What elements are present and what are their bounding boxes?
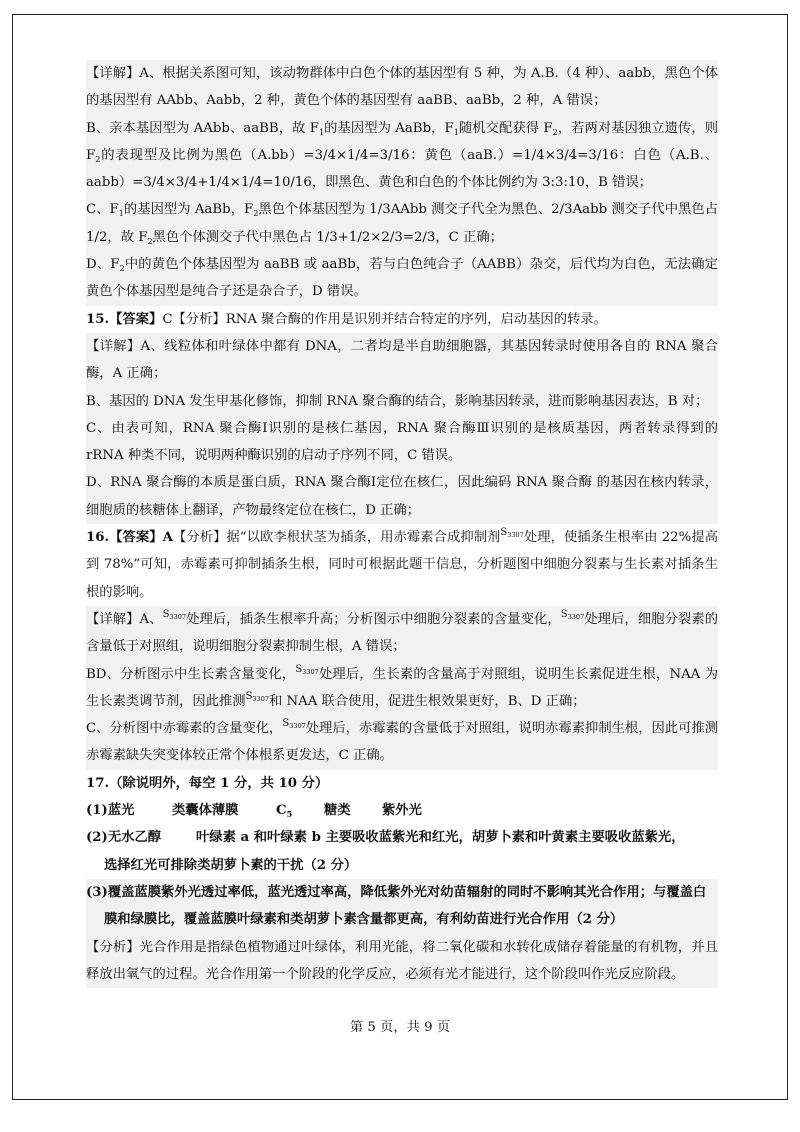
page-footer: 第 5 页，共 9 页 [349,1020,451,1035]
q17-part3: (3)覆盖蓝膜紫外光透过率低，蓝光透过率高，降低紫外光对幼苗辐射的同时不影响其光合作用；与覆盖白 [86,879,718,906]
q17-analysis: 【分析】光合作用是指绿色植物通过叶绿体，利用光能，将二氧化碳和水转化成储存着能量的有机物，并且释放出氧气的过程。光合作用第一个阶段的化学反应，必须有光才能进行，这个阶段叫作光反应阶段。 [86,934,718,989]
q17-part2-cont: 选择红光可排除类胡萝卜素的干扰（2 分） [104,857,358,873]
s3307-mark: $S_{3307}$ [560,608,585,621]
s3307-mark: $S_{3307}$ [500,527,524,540]
q15-detail-a: 【详解】A、线粒体和叶绿体中都有 DNA，二者均是半自助细胞器，其基因转录时使用各自的 RNA 聚合酶，A 正确； [86,333,718,388]
q17-part1: (1)蓝光 类囊体薄膜 $C_5$ 糖类 紫外光 [86,803,422,820]
q16-detail-bd: BD、分析图示中生长素含量变化，$S_{3307}$处理后，生长素的含量高于对照组，说明生长素促进生根，NAA 为生长素类调节剂，因此推测$S_{3307}$和 NAA 联合使用，促进生根效果更好，B、D 正确； [86,661,718,716]
q17-part2: (2)无水乙醇 叶绿素 a 和叶绿素 b 主要吸收蓝紫光和红光，胡萝卜素和叶黄素主要吸收蓝紫光， [86,830,685,846]
document-body [86,60,718,988]
q14-detail-a: 【详解】A、根据关系图可知，该动物群体中白色个体的基因型有 5 种，为 A.B.（4 种）、aabb，黑色个体的基因型有 AAbb、Aabb，2 种，黄色个体的基因型有 aaBB、aaBb，2 种，A 错误； [86,60,718,115]
q15-detail-c: C、由表可知，RNA 聚合酶Ⅰ识别的是核仁基因，RNA 聚合酶Ⅲ识别的是核质基因，两者转录得到的 rRNA 种类不同，说明两种酶识别的启动子序列不同，C 错误。 [86,415,718,470]
q15-detail-d: D、RNA 聚合酶的本质是蛋白质，RNA 聚合酶Ⅰ定位在核仁，因此编码 RNA 聚合酶 的基因在核内转录，细胞质的核糖体上翻译，产物最终定位在核仁，D 正确； [86,469,718,524]
q16-detail-a: 【详解】A、$S_{3307}$处理后，插条生根率升高；分析图示中细胞分裂素的含量变化，$S_{3307}$处理后，细胞分裂素的含量低于对照组，说明细胞分裂素抑制生根，A 错误； [86,606,718,661]
q14-detail-d: D、$F_2$中的黄色个体基因型为 aaBB 或 aaBb，若与白色纯合子（AABB）杂交，后代均为白色，无法确定黄色个体基因型是纯合子还是杂合子，D 错误。 [86,251,718,306]
q15-detail-b: B、基因的 DNA 发生甲基化修饰，抑制 RNA 聚合酶的结合，影响基因转录，进而影响基因表达，B 对； [86,388,718,415]
q15-answer: 15.【答案】C【分析】RNA 聚合酶的作用是识别并结合特定的序列，启动基因的转录。 [86,311,607,327]
q16-detail-c: C、分析图中赤霉素的含量变化，$S_{3307}$处理后，赤霉素的含量低于对照组，说明赤霉素抑制生根，因此可推测赤霉素缺失突变体较正常个体根系更发达，C 正确。 [86,715,718,770]
q17-part3-cont: 膜和绿膜比，覆盖蓝膜叶绿素和类胡萝卜素含量都更高，有利幼苗进行光合作用（2 分） [86,906,718,933]
q16-answer: 16.【答案】A【分析】据“以欧李根状茎为插条，用赤霉素合成抑制剂$S_{3307}$处理，使插条生根率由 22%提高到 78%”可知，赤霉素可抑制插条生根，同时可根据此题干信息，分析题图中细胞分裂素与生长素对插条生根的影响。 [86,527,718,600]
q14-detail-c: C、$F_1$的基因型为 AaBb，$F_2$黑色个体基因型为 1/3AAbb 测交子代全为黑色、2/3Aabb 测交子代中黑色占 1/2，故 $F_2$黑色个体测交子代中黑色占 1/3+1/2×2/3=2/3，C 正确； [86,196,718,251]
s3307-mark: $S_{3307}$ [282,718,306,731]
s3307-mark: $S_{3307}$ [162,608,187,621]
q17-heading: 17.（除说明外，每空 1 分，共 10 分） [86,775,329,791]
q14-detail-b: B、亲本基因型为 AAbb、aaBB，故 $F_1$的基因型为 AaBb，$F_1$随机交配获得 $F_2$，若两对基因独立遗传，则 $F_2$的表现型及比例为黑色（A.bb）=3/4×1/4=3/16：黄色（aaB.）=1/4×3/4=3/16：白色（A.B.、aabb）=3/4×3/4+1/4×1/4=10/16，即黑色、黄色和白色的个体比例约为 3:3:10，B 错误； [86,115,718,197]
s3307-mark: $S_{3307}$ [245,690,269,703]
s3307-mark: $S_{3307}$ [295,663,319,676]
